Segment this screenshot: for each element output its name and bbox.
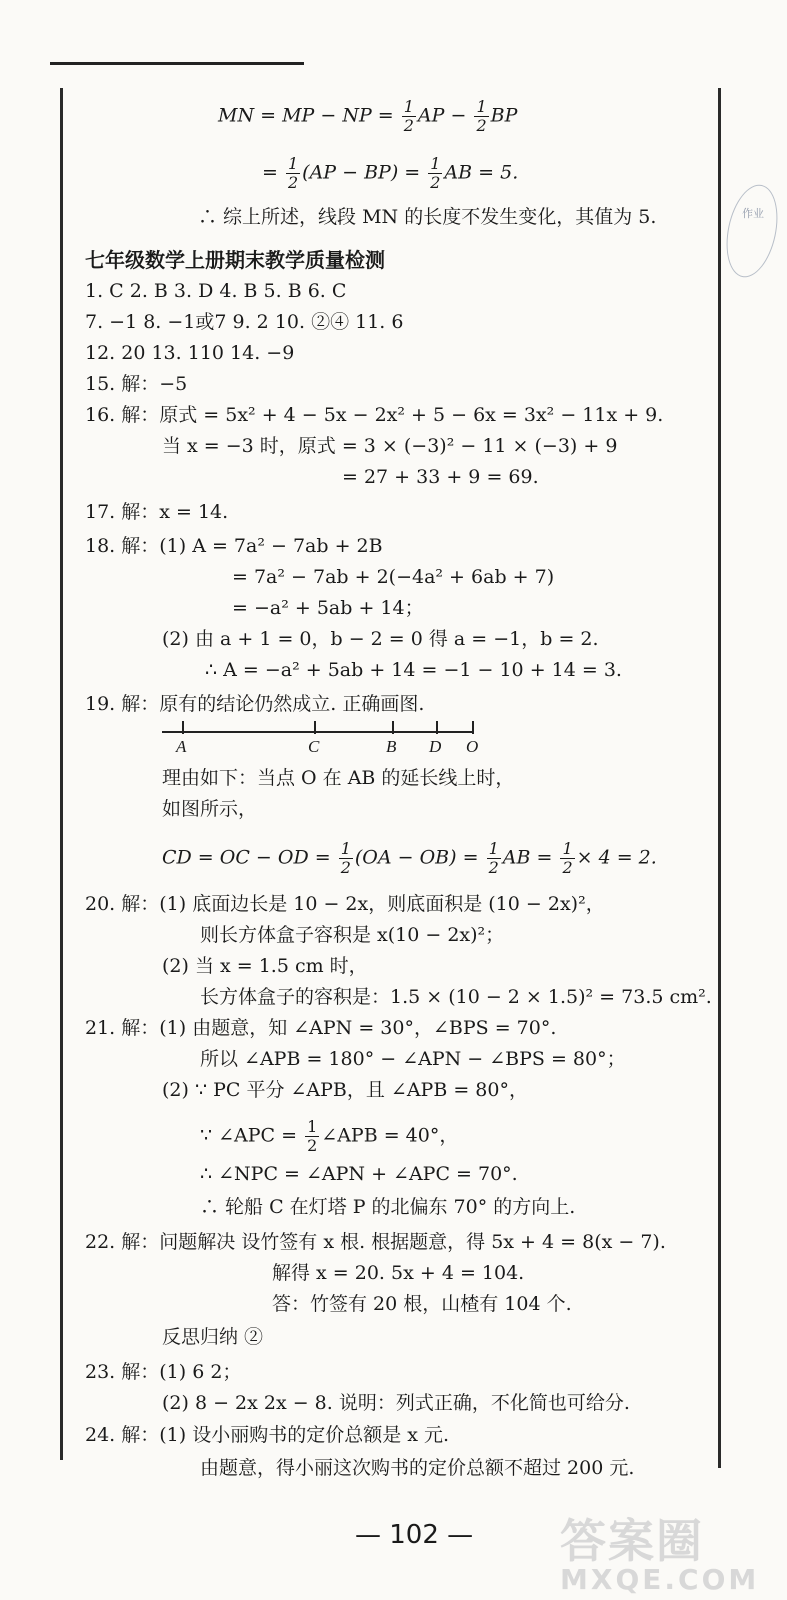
intro-line-1 [218,98,517,135]
segment-label-o: O [466,737,479,756]
answer-19-line-1: 19. 解：原有的结论仍然成立. 正确画图. [85,693,425,715]
answer-18-line-2: = 7a² − 7ab + 2(−4a² + 6ab + 7) [232,566,555,588]
fraction-num: 1 [562,839,573,858]
fraction-den: 2 [287,173,299,192]
answer-24-line-1: 24. 解：(1) 设小丽购书的定价总额是 x 元. [85,1424,450,1446]
right-border [718,88,721,1468]
answer-16-line-1: 16. 解：原式 = 5x² + 4 − 5x − 2x² + 5 − 6x = 3x² − 11x + 9. [85,404,664,426]
answer-17: 17. 解：x = 14. [85,501,229,523]
segment-tick-o [472,721,474,734]
answer-22-line-3: 答：竹签有 20 根，山楂有 104 个. [272,1293,572,1315]
eq-part-c: AB = [502,846,559,869]
fraction-half [339,840,353,877]
fraction-num: 1 [430,154,441,173]
segment-tick-c [314,721,316,734]
segment-tick-b [392,721,394,734]
fraction-den: 2 [340,858,351,877]
stamp-text: 作业 [742,207,764,220]
eq-part-a: ∵ ∠APC = [200,1124,304,1147]
answer-22-line-1: 22. 解：问题解决 设竹签有 x 根. 根据题意，得 5x + 4 = 8(x − 7). [85,1231,666,1253]
eq-part-b: ∠APB = 40°， [321,1124,459,1147]
answer-18-line-3: = −a² + 5ab + 14； [232,597,424,619]
segment-figure-line [162,731,474,733]
fraction-den: 2 [430,173,441,192]
answer-20-line-1: 20. 解：(1) 底面边长是 10 − 2x，则底面积是 (10 − 2x)²， [85,893,605,915]
fraction-num: 1 [403,97,414,116]
segment-label-a: A [176,737,187,756]
eq-part-d: × 4 = 2. [576,846,657,869]
answer-21-line-5: ∴ ∠NPC = ∠APN + ∠APC = 70°. [200,1163,518,1185]
segment-label-d: D [429,737,442,756]
fraction-num: 1 [287,154,299,173]
intro-line-2 [262,155,518,192]
fraction-num: 1 [488,839,499,858]
fraction-num: 1 [307,1117,318,1136]
eq-part-a: CD = OC − OD = [162,846,337,869]
watermark-en: MXQE.COM [560,1563,760,1596]
page-number: — 102 — [355,1520,474,1550]
answer-24-line-2: 由题意，得小丽这次购书的定价总额不超过 200 元. [200,1457,635,1479]
intro-conclusion: ∴ 综上所述，线段 MN 的长度不发生变化，其值为 5. [198,206,657,228]
fraction-half [286,155,300,192]
intro-line-1-post: AP − [417,104,473,127]
answer-20-line-3: (2) 当 x = 1.5 cm 时， [162,955,368,977]
answer-16-line-2: 当 x = −3 时，原式 = 3 × (−3)² − 11 × (−3) + 9 [162,435,618,457]
segment-label-c: C [308,737,320,756]
answer-1-6: 1. C 2. B 3. D 4. B 5. B 6. C [85,280,347,302]
answer-19-reason: 理由如下：当点 O 在 AB 的延长线上时， [162,767,515,789]
answer-16-line-3: = 27 + 33 + 9 = 69. [342,466,539,488]
fraction-half [428,155,442,192]
answer-7-11: 7. −1 8. −1或7 9. 2 10. ②④ 11. 6 [85,311,404,333]
stamp-seal [719,180,785,282]
answer-20-line-2: 则长方体盒子容积是 x(10 − 2x)²； [200,924,505,946]
answer-12-14: 12. 20 13. 110 14. −9 [85,342,295,364]
answer-21-line-2: 所以 ∠APB = 180° − ∠APN − ∠BPS = 80°； [200,1048,626,1070]
fraction-num: 1 [476,97,487,116]
fraction-half [402,98,416,135]
segment-tick-a [182,721,184,734]
answer-18-line-4: (2) 由 a + 1 = 0，b − 2 = 0 得 a = −1，b = 2. [162,628,599,650]
fraction-den: 2 [562,858,573,877]
answer-23-line-2: (2) 8 − 2x 2x − 8. 说明：列式正确，不化简也可给分. [162,1392,630,1414]
answer-21-line-3: (2) ∵ PC 平分 ∠APB，且 ∠APB = 80°， [162,1079,528,1101]
watermark [560,1505,759,1596]
answer-21-line-6: ∴ 轮船 C 在灯塔 P 的北偏东 70° 的方向上. [200,1196,576,1218]
intro-line-2-end: AB = 5. [444,161,519,184]
answer-22-line-4: 反思归纳 ② [162,1326,264,1348]
left-border [60,88,63,1460]
intro-line-2-mid: (AP − BP) = [302,161,427,184]
answer-19-equation [162,840,657,877]
answer-22-line-2: 解得 x = 20. 5x + 4 = 104. [272,1262,525,1284]
answer-21-line-1: 21. 解：(1) 由题意，知 ∠APN = 30°，∠BPS = 70°. [85,1017,557,1039]
segment-label-b: B [386,737,397,756]
answer-18-line-1: 18. 解：(1) A = 7a² − 7ab + 2B [85,535,383,557]
intro-line-1-pre: MN = MP − NP = [218,104,400,127]
fraction-den: 2 [488,858,499,877]
section-heading: 七年级数学上册期末教学质量检测 [85,248,385,272]
eq-part-b: (OA − OB) = [354,846,485,869]
answer-20-line-4: 长方体盒子的容积是：1.5 × (10 − 2 × 1.5)² = 73.5 cm². [200,986,712,1008]
top-rule [50,62,304,65]
answer-23-line-1: 23. 解：(1) 6 2； [85,1361,242,1383]
fraction-den: 2 [476,116,487,135]
answer-15: 15. 解：−5 [85,373,188,395]
answer-18-line-5: ∴ A = −a² + 5ab + 14 = −1 − 10 + 14 = 3. [205,659,622,681]
fraction-half [560,840,574,877]
answer-21-line-4 [200,1118,458,1155]
segment-tick-d [436,721,438,734]
fraction-half [305,1118,319,1155]
intro-line-1-end: BP [490,104,518,127]
answer-19-figure-note: 如图所示， [162,798,258,820]
fraction-half [474,98,488,135]
fraction-half [487,840,501,877]
watermark-cn: 答案圈 [560,1514,704,1568]
fraction-den: 2 [403,116,414,135]
fraction-den: 2 [307,1136,318,1155]
fraction-num: 1 [340,839,351,858]
intro-line-2-pre: = [262,161,284,184]
